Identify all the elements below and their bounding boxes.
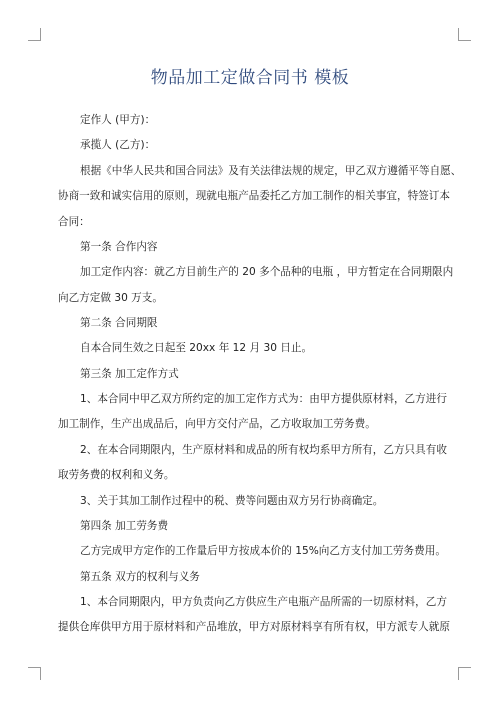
- preamble-line: 协商一致和诚实信用的原则，现就电瓶产品委托乙方加工制作的相关事宜，特签订本: [58, 190, 450, 202]
- party-b-line: 承揽人 (乙方)：: [80, 139, 156, 151]
- article-2-heading: 第二条 合同期限: [80, 317, 158, 329]
- article-4-line: 乙方完成甲方定作的工作量后甲方按成本价的 15%向乙方支付加工劳务费用。: [80, 545, 446, 557]
- crop-mark-top-left: [28, 28, 41, 41]
- article-3-line: 取劳务费的权利和义务。: [58, 469, 175, 481]
- preamble-line: 根据《中华人民共和国合同法》及有关法律法规的规定，甲乙双方遵循平等自愿、: [80, 165, 462, 177]
- article-4-heading: 第四条 加工劳务费: [80, 520, 169, 532]
- article-3-line: 1、本合同中甲乙双方所约定的加工定作方式为：由甲方提供原材料，乙方进行: [80, 393, 447, 405]
- article-3-line: 3、关于其加工制作过程中的税、费等问题由双方另行协商确定。: [80, 495, 384, 507]
- article-1-line: 向乙方定做 30 万支。: [58, 292, 163, 304]
- article-3-line: 加工制作，生产出成品后，向甲方交付产品，乙方收取加工劳务费。: [58, 418, 376, 430]
- article-5-line: 提供仓库供甲方用于原材料和产品堆放，甲方对原材料享有所有权，甲方派专人就原: [58, 621, 450, 633]
- document-title: 物品加工定做合同书 模板: [150, 68, 350, 88]
- article-1-heading: 第一条 合作内容: [80, 241, 158, 253]
- crop-mark-bottom-right: [458, 667, 471, 680]
- article-5-heading: 第五条 双方的权利与义务: [80, 571, 200, 583]
- party-a-line: 定作人 (甲方)：: [80, 114, 156, 126]
- article-3-line: 2、在本合同期限内，生产原材料和成品的所有权均系甲方所有，乙方只具有收: [80, 444, 447, 456]
- preamble-line: 合同：: [58, 216, 90, 228]
- article-3-heading: 第三条 加工定作方式: [80, 368, 179, 380]
- crop-mark-top-right: [458, 28, 471, 41]
- article-1-line: 加工定作内容：就乙方目前生产的 20 多个品种的电瓶 ，甲方暂定在合同期限内: [80, 266, 454, 278]
- crop-mark-bottom-left: [28, 667, 41, 680]
- article-2-line: 自本合同生效之日起至 20xx 年 12 月 30 日止。: [80, 342, 313, 354]
- article-5-line: 1、本合同期限内，甲方负责向乙方供应生产电瓶产品所需的一切原材料，乙方: [80, 596, 447, 608]
